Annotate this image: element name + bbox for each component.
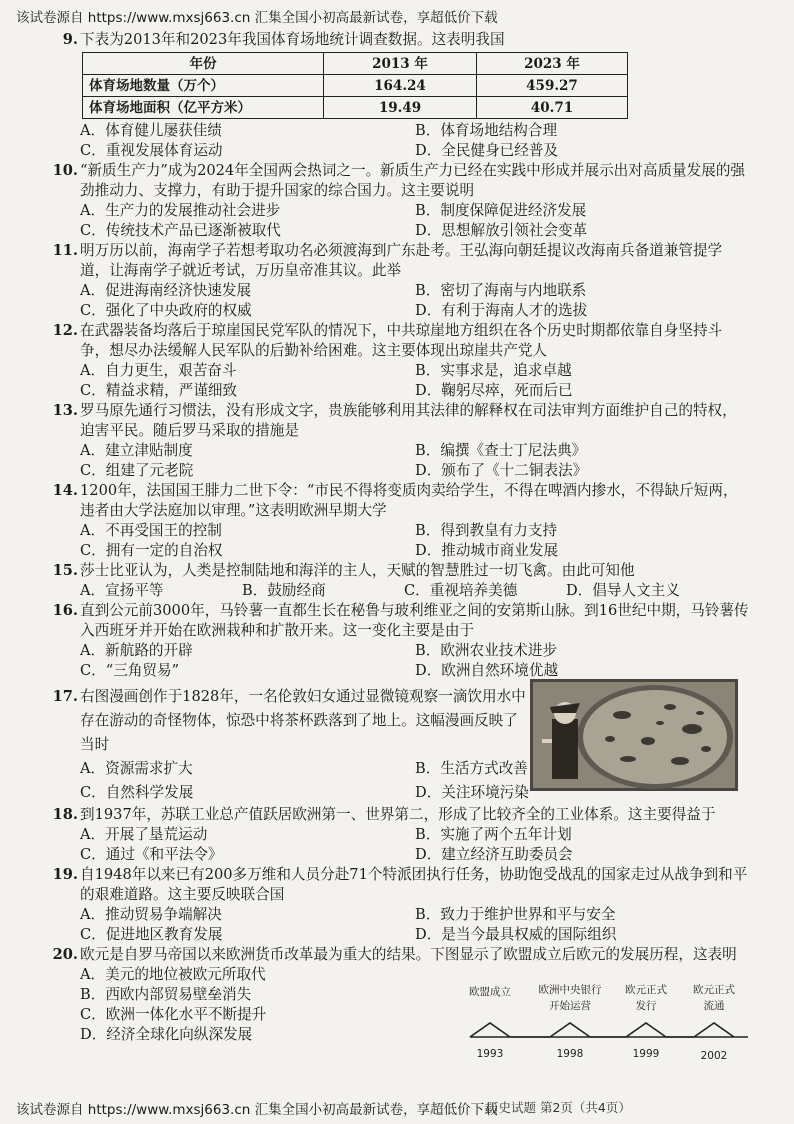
question-stem: 欧元是自罗马帝国以来欧洲货币改革最为重大的结果。下图显示了欧盟成立后欧元的发展历程，这表明 [80,946,737,963]
question-stem: 到1937年，苏联工业总产值跃居欧洲第一、世界第二，形成了比较齐全的工业体系。这主要得益于 [80,806,716,823]
question-19 [50,865,750,945]
table-header-row [83,53,628,75]
option-a: A．体育健儿屡获佳绩 [80,122,222,139]
question-stem: 下表为2013年和2023年我国体育场地统计调查数据。这表明我国 [80,31,505,48]
table-row [83,97,628,119]
euro-timeline-diagram [468,983,750,1079]
option-a: A．促进海南经济快速发展 [80,282,252,299]
option-d: D．有利于海南人才的选拔 [415,302,588,319]
option-c: C．自然科学发展 [80,784,194,801]
question-20 [50,945,750,1062]
question-number: 18. [52,806,78,823]
question-stem: 右图漫画创作于1828年，一名伦敦妇女通过显微镜观察一滴饮用水中存在游动的奇怪物体，惊恐中将茶杯跌落到了地上。这幅漫画反映了当时 [80,688,526,753]
option-b: B．实事求是，追求卓越 [415,362,572,379]
option-a: A．资源需求扩大 [80,760,193,777]
timeline-label-4-line2: 流通 [703,1000,725,1012]
question-stem: 1200年，法国国王腓力二世下令：“市民不得将变质肉卖给学生，不得在啤酒内掺水，不得缺斤短两，违者由大学法庭加以审理。”这表明欧洲早期大学 [80,482,738,519]
option-b: B．鼓励经商 [242,582,326,599]
option-c: C．精益求精，严谨细致 [80,382,238,399]
option-c: C．强化了中央政府的权威 [80,302,252,319]
timeline-label-2-line2: 开始运营 [549,1000,591,1012]
option-a: A．美元的地位被欧元所取代 [80,966,266,983]
table-row [83,75,628,97]
question-stem: “新质生产力”成为2024年全国两会热词之一。新质生产力已经在实践中形成并展示出对高质量发展的强劲推动力、支撑力，有助于提升国家的综合国力。这主要说明 [80,162,746,199]
timeline-label-1: 欧盟成立 [469,986,511,998]
option-c: C．通过《和平法令》 [80,846,223,863]
question-number: 10. [52,162,78,179]
timeline-year-4: 2002 [700,1050,728,1062]
question-number: 9. [62,31,78,48]
question-18 [50,805,750,865]
option-a: A．不再受国王的控制 [80,522,222,539]
option-c: C．组建了元老院 [80,462,194,479]
table-header-cell: 2023 年 [477,53,628,75]
option-b: B．欧洲农业技术进步 [415,642,558,659]
option-b: B．编撰《查士丁尼法典》 [415,442,587,459]
option-a: A．建立津贴制度 [80,442,193,459]
timeline-label-2-line1: 欧洲中央银行 [538,984,602,996]
option-a: A．宣扬平等 [80,582,164,599]
question-stem: 在武器装备均落后于琼崖国民党军队的情况下，中共琼崖地方组织在各个历史时期都依靠自身坚持斗争，想尽办法缓解人民军队的后勤补给困难。这主要体现出琼崖共产党人 [80,322,723,359]
option-d: D．推动城市商业发展 [415,542,559,559]
question-17 [50,685,750,805]
option-b: B．密切了海南与内地联系 [415,282,587,299]
option-d: D．欧洲自然环境优越 [415,662,559,679]
option-d: D．鞠躬尽瘁，死而后已 [415,382,573,399]
question-stem: 莎士比亚认为，人类是控制陆地和海洋的主人，天赋的智慧胜过一切飞禽。由此可知他 [80,562,635,579]
table-cell: 19.49 [324,97,477,119]
question-13 [50,401,750,481]
question-15 [50,561,750,601]
option-d: D．建立经济互助委员会 [415,846,573,863]
exam-page [0,30,794,1062]
page-header-watermark: 该试卷源自 https://www.mxsj663.cn 汇集全国小初高最新试卷，享超低价下载 [16,10,498,26]
timeline-label-3-line2: 发行 [635,1000,657,1012]
option-d: D．是当今最具权威的国际组织 [415,926,617,943]
option-a: A．生产力的发展推动社会进步 [80,202,281,219]
question-number: 19. [52,866,78,883]
timeline-year-3: 1999 [632,1048,660,1060]
option-b: B．得到教皇有力支持 [415,522,558,539]
table-cell: 体育场地面积（亿平方米） [83,97,324,119]
option-d: D．颁布了《十二铜表法》 [415,462,588,479]
option-b: B．实施了两个五年计划 [415,826,572,843]
option-c: C．重视培养美德 [404,582,518,599]
option-a: A．开展了垦荒运动 [80,826,208,843]
question-number: 14. [52,482,78,499]
option-b: B．制度保障促进经济发展 [415,202,587,219]
timeline-label-4-line1: 欧元正式 [693,984,735,996]
table-header-cell: 2013 年 [324,53,477,75]
option-d: D．思想解放引领社会变革 [415,222,588,239]
option-a: A．新航路的开辟 [80,642,193,659]
option-d: D．经济全球化向纵深发展 [80,1026,253,1043]
question-number: 12. [52,322,78,339]
table-cell: 164.24 [324,75,477,97]
table-cell: 459.27 [477,75,628,97]
option-c: C．传统技术产品已逐渐被取代 [80,222,281,239]
table-header-cell: 年份 [83,53,324,75]
question-stem: 直到公元前3000年，马铃薯一直都生长在秘鲁与玻利维亚之间的安第斯山脉。到16世纪中期，马铃薯传入西班牙并开始在欧洲栽种和扩散开来。这一变化主要是由于 [80,602,749,639]
footer-watermark: 该试卷源自 https://www.mxsj663.cn 汇集全国小初高最新试卷，享超低价下载 [16,1102,498,1118]
option-c: C．欧洲一体化水平不断提升 [80,1006,267,1023]
question-number: 11. [52,242,78,259]
question-stem: 罗马原先通行习惯法，没有形成文字，贵族能够利用其法律的解释权在司法审判方面维护自己的特权，迫害平民。随后罗马采取的措施是 [80,402,737,439]
stats-table [82,52,628,119]
question-stem: 自1948年以来已有200多万维和人员分赴71个特派团执行任务，协助饱受战乱的国家走过从战争到和平的艰难道路。这主要反映联合国 [80,866,748,903]
question-number: 15. [52,562,78,579]
option-c: C．拥有一定的自治权 [80,542,223,559]
page-footer [16,1098,778,1118]
microscope-cartoon-illustration [530,679,738,791]
page-info: 历史试题 第2页（共4页） [486,1100,631,1115]
option-c: C．重视发展体育运动 [80,142,223,159]
option-c: C．“三角贸易” [80,662,180,679]
table-cell: 40.71 [477,97,628,119]
timeline-year-1: 1993 [476,1048,504,1060]
question-16 [50,601,750,681]
question-12 [50,321,750,401]
question-14 [50,481,750,561]
question-10 [50,161,750,241]
question-number: 16. [52,602,78,619]
option-a: A．推动贸易争端解决 [80,906,222,923]
question-number: 20. [52,946,78,963]
question-number: 13. [52,402,78,419]
option-d: D．关注环境污染 [415,784,529,801]
option-d: D．倡导人文主义 [566,582,680,599]
option-b: B．西欧内部贸易壁垒消失 [80,986,252,1003]
option-c: C．促进地区教育发展 [80,926,223,943]
timeline-year-2: 1998 [556,1048,584,1060]
question-11 [50,241,750,321]
option-a: A．自力更生，艰苦奋斗 [80,362,237,379]
option-b: B．生活方式改善 [415,760,528,777]
question-stem: 明万历以前，海南学子若想考取功名必须渡海到广东赴考。王弘海向朝廷提议改海南兵备道兼管提学道，让海南学子就近考试，万历皇帝准其议。此举 [80,242,723,279]
table-cell: 体育场地数量（万个） [83,75,324,97]
option-d: D．全民健身已经普及 [415,142,559,159]
option-b: B．致力于维护世界和平与安全 [415,906,616,923]
option-b: B．体育场地结构合理 [415,122,558,139]
timeline-label-3-line1: 欧元正式 [625,984,667,996]
question-9 [50,30,750,161]
question-number: 17. [52,688,78,705]
